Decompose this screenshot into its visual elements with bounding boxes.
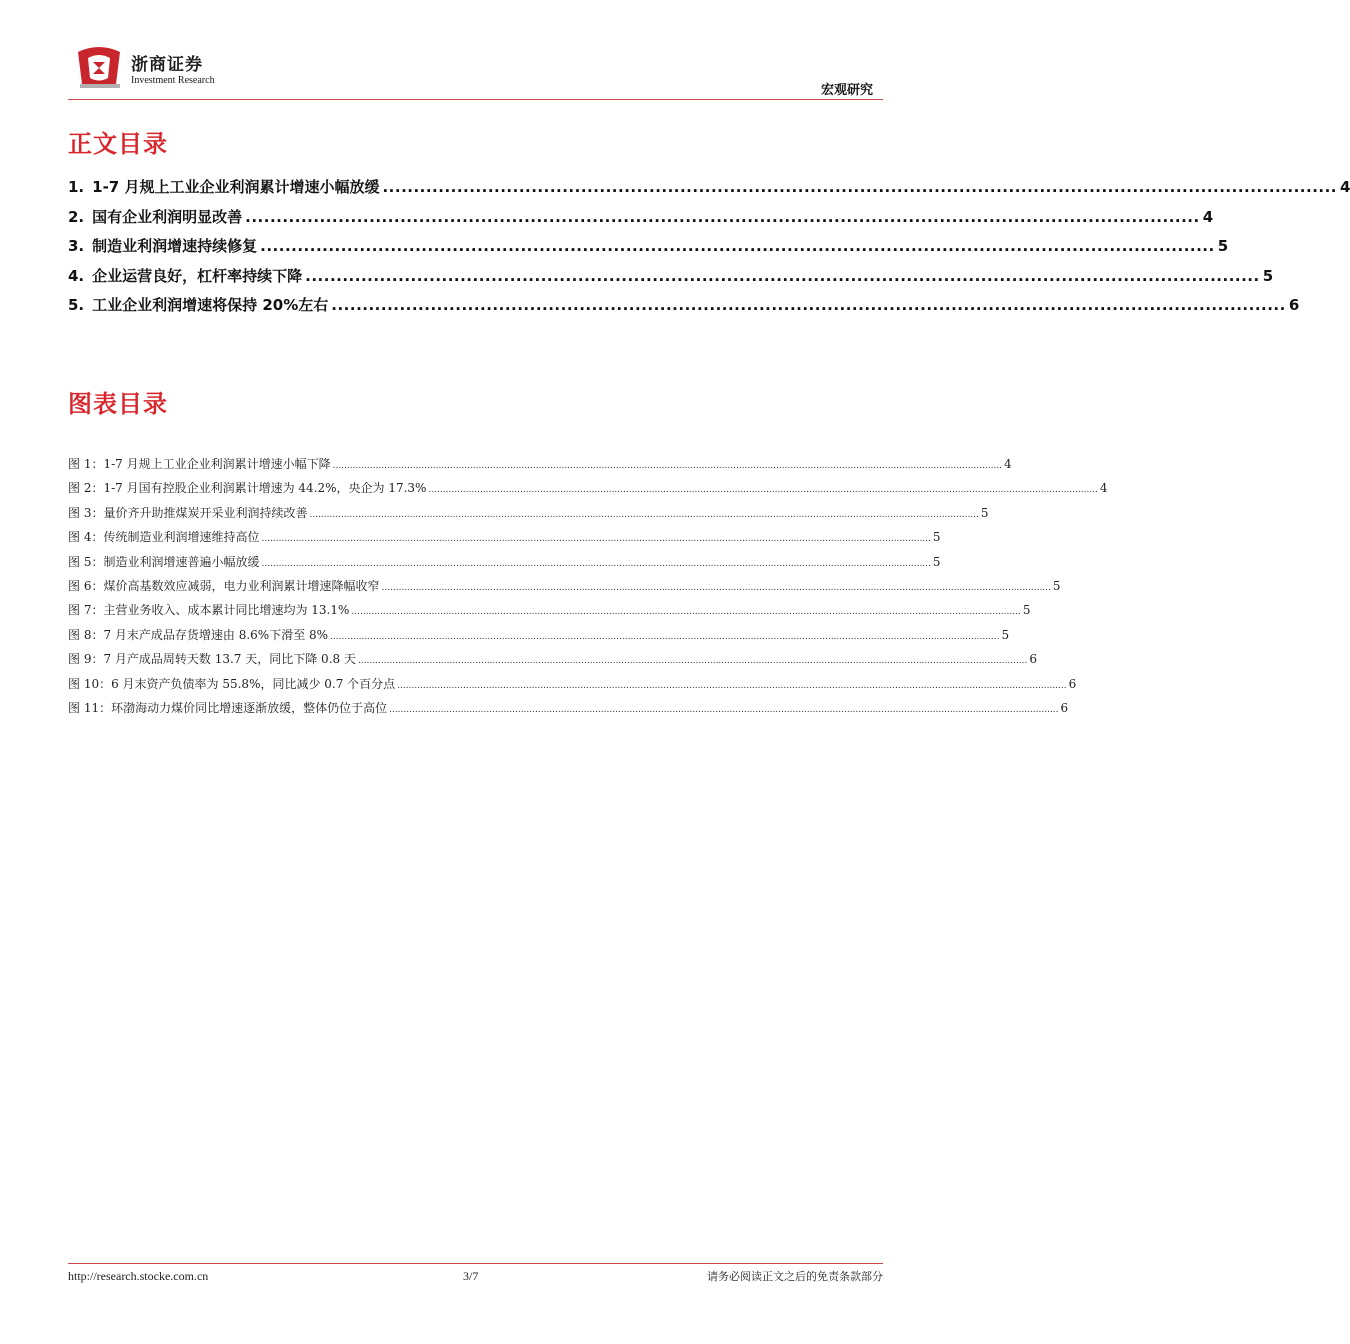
figure-toc-entry[interactable] [68,675,1077,699]
toc-entry-page: 5 [1217,237,1229,255]
main-toc-list [68,176,1350,324]
figure-toc-page: 6 [1068,676,1077,691]
figure-toc-title: 图 9：7 月产成品周转天数 13.7 天，同比下降 0.8 天 [68,652,356,667]
brand-english-name: Investment Research [131,75,215,86]
figure-toc-page: 6 [1029,652,1038,667]
figure-toc-page: 4 [1004,457,1012,471]
figure-toc-list [68,455,1108,723]
dot-leader: .......................................................................................................................................................... [245,207,1200,226]
dot-leader: .......................................................................................................................................................................................................................................... [332,461,1003,471]
toc-entry-title: 工业企业利润增速将保持 20%左右 [92,296,329,314]
dot-leader: .......................................................................................................................................................................................................................................... [381,582,1051,593]
figure-toc-entry[interactable] [68,479,1108,503]
toc-entry-title: 国有企业利润明显改善 [92,207,243,226]
toc-entry-number: 3. [68,237,85,255]
brand-name: 浙商证券 [131,55,203,75]
figure-toc-page: 5 [1001,627,1010,642]
figure-toc-heading: 图表目录 [68,390,168,418]
figure-toc-page: 5 [1052,578,1061,593]
figure-toc-title: 图 5：制造业利润增速普遍小幅放缓 [68,554,260,569]
figure-toc-title: 图 7：主营业务收入、成本累计同比增速均为 13.1% [68,603,350,618]
figure-toc-page: 5 [932,530,941,545]
figure-toc-entry[interactable] [68,626,1010,650]
figure-toc-entry[interactable] [68,601,1031,625]
toc-entry[interactable] [68,235,1229,265]
page-number: 3/7 [463,1269,479,1283]
figure-toc-entry[interactable] [68,699,1069,723]
figure-toc-entry[interactable] [68,650,1038,674]
dot-leader: .......................................................................................................................................................... [260,237,1215,255]
dot-leader: .......................................................................................................................................................................................................................................... [428,485,1098,496]
dot-leader: .......................................................................................................................................................................................................................................... [357,656,1028,667]
figure-toc-title: 图 10：6 月末资产负债率为 55.8%，同比减少 0.7 个百分点 [68,676,396,691]
figure-toc-title: 图 8：7 月末产成品存货增速由 8.6%下滑至 8% [68,627,329,642]
toc-entry[interactable] [68,265,1274,295]
section-tag: 宏观研究 [820,83,873,98]
toc-entry-number: 2. [68,207,85,226]
brand-logo-icon [74,44,124,90]
figure-toc-title: 图 11：环渤海动力煤价同比增速逐渐放缓，整体仍位于高位 [68,700,388,715]
figure-toc-page: 5 [932,554,941,569]
toc-entry-page: 6 [1288,296,1300,314]
figure-toc-entry[interactable] [68,577,1061,601]
dot-leader: .......................................................................................................................................................................................................................................... [261,534,931,545]
footer-divider [68,1263,883,1264]
figure-toc-title: 图 2：1-7 月国有控股企业利润累计增速为 44.2%，央企为 17.3% [68,481,427,496]
footer-disclaimer: 请务必阅读正文之后的免责条款部分 [707,1270,883,1283]
dot-leader: .......................................................................................................................................................................................................................................... [261,558,931,569]
figure-toc-page: 5 [980,505,989,520]
toc-entry-page: 4 [1202,207,1214,226]
dot-leader: .......................................................................................................................................................................................................................................... [330,631,1000,642]
dot-leader: .......................................................................................................................................................................................................................................... [389,704,1059,715]
figure-toc-entry[interactable] [68,455,1012,479]
dot-leader: .......................................................................................................................................................... [305,266,1260,285]
figure-toc-entry[interactable] [68,528,941,552]
figure-toc-title: 图 4：传统制造业利润增速维持高位 [68,530,260,545]
toc-entry-number: 4. [68,266,85,285]
dot-leader: .......................................................................................................................................................................................................................................... [351,607,1021,618]
figure-toc-title: 图 3：量价齐升助推煤炭开采业利润持续改善 [68,505,308,520]
figure-toc-page: 6 [1060,700,1069,715]
toc-entry[interactable] [68,206,1214,236]
footer-url-link[interactable]: http://research.stocke.com.cn [68,1269,209,1283]
toc-entry[interactable] [68,294,1300,324]
figure-toc-entry[interactable] [68,553,941,577]
dot-leader: .......................................................................................................................................................................................................................................... [397,680,1067,691]
header-divider [68,99,883,100]
figure-toc-entry[interactable] [68,504,989,528]
toc-entry-title: 企业运营良好，杠杆率持续下降 [92,266,303,285]
toc-entry[interactable] [68,176,1350,206]
toc-entry-title: 制造业利润增速持续修复 [92,237,258,255]
toc-entry-page: 4 [1340,178,1350,196]
figure-toc-page: 5 [1022,603,1031,618]
main-toc-heading: 正文目录 [68,130,168,158]
figure-toc-page: 4 [1099,481,1108,496]
dot-leader: .......................................................................................................................................................................................................................................... [309,509,979,520]
toc-entry-title: 1-7 月规上工业企业利润累计增速小幅放缓 [92,178,380,196]
figure-toc-title: 图 1：1-7 月规上工业企业利润累计增速小幅下降 [68,457,331,471]
toc-entry-number: 1. [68,178,85,196]
toc-entry-number: 5. [68,296,85,314]
figure-toc-title: 图 6：煤价高基数效应减弱，电力业利润累计增速降幅收窄 [68,578,380,593]
toc-entry-page: 5 [1262,266,1274,285]
dot-leader: .......................................................................................................................................................... [331,296,1286,314]
dot-leader: .......................................................................................................................................................... [382,178,1337,196]
